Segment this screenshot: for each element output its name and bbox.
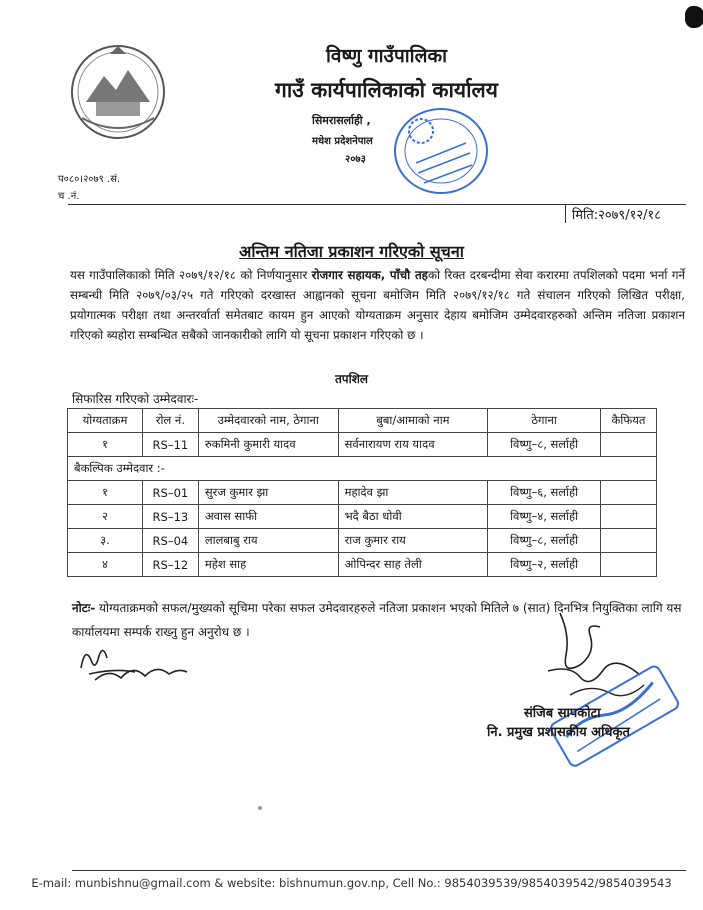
alternate-label: बैकल्पिक उम्मेदवार :- xyxy=(68,457,657,481)
header-roll: रोल नं. xyxy=(142,409,198,433)
table-row xyxy=(68,505,657,529)
cell-address: विष्णु–८, सर्लाही xyxy=(488,529,601,553)
cell-name: रुकमिनी कुमारी यादव xyxy=(198,433,338,457)
cell-address: विष्णु–८, सर्लाही xyxy=(488,433,601,457)
header-name: उम्मेदवारको नाम, ठेगाना xyxy=(198,409,338,433)
cell-rank: २ xyxy=(68,505,143,529)
header-parent: बुबा/आमाको नाम xyxy=(338,409,488,433)
cell-rank: १ xyxy=(68,481,143,505)
body-part-2: को रिक्त दरबन्दीमा सेवा करारमा तपशिलको पदमा भर्ना गर्ने सम्बन्धी मिति २०७९/०३/२५ गते गरिएको दरखास्त आह्वानको सूचना बमोजिम मिति २०७९/१२/१८ गते संचालन गरिएको लिखित परीक्षा, प्रयोगात्मक परीक्षा तथा अन्तरर्वार्ता समेतबाट कायम हुन आएको योग्यताक्रम अनुसार देहाय बमोजिम उम्मेदवारहरुको अन्तिम नतिजा प्रकाशन गरिएको ब्यहोरा सम्बन्धित सबैको जानकारीको लागि यो सूचना प्रकाशन गरिएको छ । xyxy=(70,268,686,342)
table-row xyxy=(68,553,657,577)
cell-remarks xyxy=(601,433,657,457)
table-row xyxy=(68,433,657,457)
cell-parent: ओपिन्दर साह तेली xyxy=(338,553,488,577)
cell-roll: RS–13 xyxy=(142,505,198,529)
note-label: नोटः- xyxy=(72,601,96,615)
cell-roll: RS–12 xyxy=(142,553,198,577)
cell-roll: RS–01 xyxy=(142,481,198,505)
cell-parent: राज कुमार राय xyxy=(338,529,488,553)
cell-parent: भदै बैठा धोवी xyxy=(338,505,488,529)
scan-edge-mark xyxy=(685,6,703,28)
cell-rank: ४ xyxy=(68,553,143,577)
signatory-title: नि. प्रमुख प्रशासकीय अधिकृत xyxy=(487,725,630,740)
office-name: गाउँ कार्यपालिकाको कार्यालय xyxy=(275,78,498,102)
header-rank: योग्यताक्रम xyxy=(68,409,143,433)
cell-remarks xyxy=(601,553,657,577)
cell-remarks xyxy=(601,481,657,505)
note-text: योग्यताक्रमको सफल/मुख्यको सूचिमा परेका सफल उमेदवारहरुले नतिजा प्रकाशन भएको मितिले ७ (सात) दिनभित्र नियुक्तिका लागि यस कार्यालयमा सम्पर्क राख्नु हुन अनुरोध छ । xyxy=(72,601,682,639)
cell-rank: ३. xyxy=(68,529,143,553)
handwritten-initials xyxy=(75,638,195,686)
alternate-section-row xyxy=(68,457,657,481)
notice-body xyxy=(70,265,685,345)
recommended-label: सिफारिस गरिएको उम्मेदवारः- xyxy=(72,392,199,406)
signatory-name: संजिब सापकोटा xyxy=(524,706,601,721)
header-remarks: कैफियत xyxy=(601,409,657,433)
cell-parent: महादेव झा xyxy=(338,481,488,505)
candidate-table xyxy=(67,408,657,577)
address-line-3: २०७३ xyxy=(345,154,366,165)
table-row xyxy=(68,529,657,553)
chalani-number: च .नं. xyxy=(58,191,80,202)
footer-contact: E-mail: munbishnu@gmail.com & website: bishnumun.gov.np, Cell No.: 9854039539/9854039542/9854039543 xyxy=(31,876,672,890)
cell-address: विष्णु–६, सर्लाही xyxy=(488,481,601,505)
notice-title: अन्तिम नतिजा प्रकाशन गरिएको सूचना xyxy=(239,242,464,261)
cell-name: महेश साह xyxy=(198,553,338,577)
cell-address: विष्णु–४, सर्लाही xyxy=(488,505,601,529)
schedule-label: तपशिल xyxy=(334,372,369,386)
cell-roll: RS–11 xyxy=(142,433,198,457)
cell-name: सुरज कुमार झा xyxy=(198,481,338,505)
cell-rank: १ xyxy=(68,433,143,457)
table-row xyxy=(68,481,657,505)
body-post: रोजगार सहायक, पाँचौ तह xyxy=(311,268,428,282)
cell-name: अवास साफी xyxy=(198,505,338,529)
cell-parent: सर्वनारायण राय यादव xyxy=(338,433,488,457)
footer-divider xyxy=(72,870,686,871)
cell-remarks xyxy=(601,529,657,553)
header-address: ठेगाना xyxy=(488,409,601,433)
address-line-2: मधेश प्रदेशनेपाल xyxy=(312,136,373,147)
municipality-name: विष्णु गाउँपालिका xyxy=(325,45,447,67)
cell-address: विष्णु–२, सर्लाही xyxy=(488,553,601,577)
body-part-1: यस गाउँपालिकाको मिति २०७९/१२/१८ को निर्णयानुसार xyxy=(70,268,312,282)
scan-speck xyxy=(258,806,262,810)
cell-remarks xyxy=(601,505,657,529)
address-line-1: सिमरासर्लाही , xyxy=(312,114,371,127)
cell-name: लालबाबु राय xyxy=(198,529,338,553)
table-header-row xyxy=(68,409,657,433)
cell-roll: RS–04 xyxy=(142,529,198,553)
patra-number: प०८०।२०७९ .सं. xyxy=(58,174,121,185)
office-stamp xyxy=(386,103,496,203)
notice-date: मिति:२०७९/१२/१८ xyxy=(565,205,661,223)
